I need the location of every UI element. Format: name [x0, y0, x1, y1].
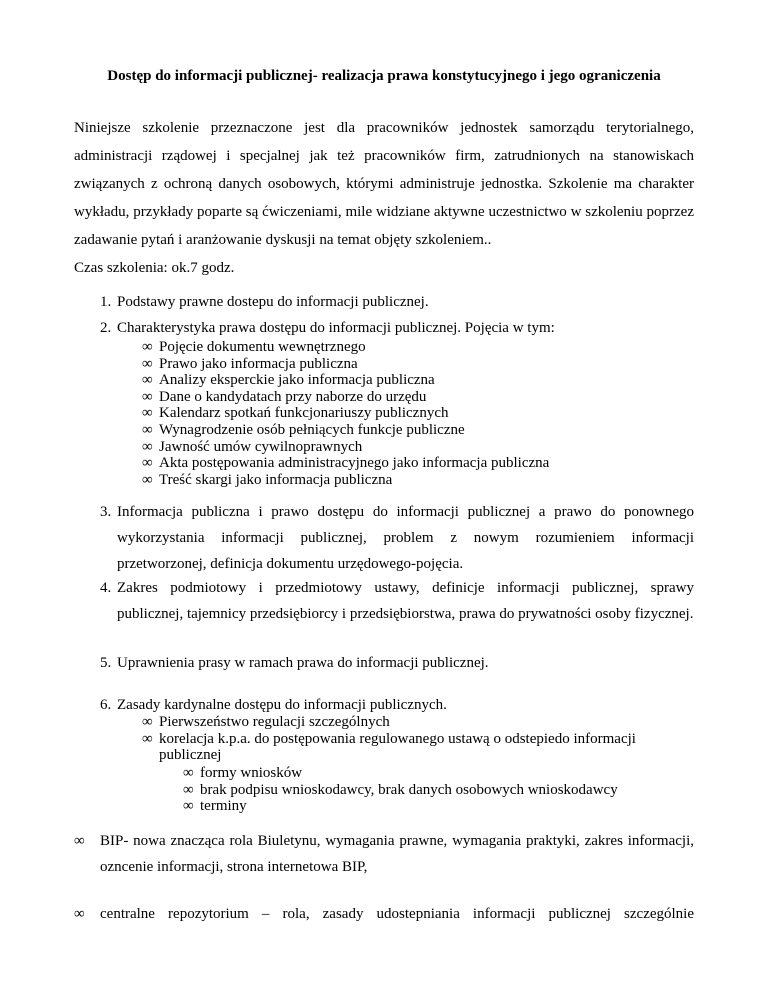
infinity-bullet-icon: ∞ — [183, 765, 194, 781]
infinity-bullet-icon: ∞ — [142, 372, 153, 389]
bullet-paragraph: ∞ BIP- nowa znacząca rola Biuletynu, wymagania prawne, wymagania praktyki, zakres informacji, ozncenie informacji, strona internetowa BIP, — [74, 828, 694, 880]
item-text: Informacja publiczna i prawo dostępu do informacji publicznej a prawo do ponownego wykorzystania informacji publicznej, problem z nowym rozumieniem informacji przetworzonej, definicja dokumentu urzędowego-pojęcia. — [117, 504, 694, 572]
item-number: 4. — [100, 580, 112, 596]
item-text: Podstawy prawne dostepu do informacji publicznej. — [117, 294, 429, 310]
item-number: 3. — [100, 504, 112, 520]
nested-sublist — [183, 765, 683, 815]
sublist-item: ∞ Prawo jako informacja publiczna — [142, 355, 358, 372]
document-title: Dostęp do informacji publicznej- realizacja prawa konstytucyjnego i jego ograniczenia — [107, 68, 661, 84]
infinity-bullet-icon: ∞ — [142, 339, 153, 355]
infinity-bullet-icon: ∞ — [183, 798, 194, 815]
sublist-item: ∞ Akta postępowania administracyjnego jako informacja publiczna — [142, 455, 550, 472]
item-number: 2. — [100, 320, 112, 336]
item-text: Zasady kardynalne dostępu do informacji publicznych. — [117, 697, 447, 713]
infinity-bullet-icon: ∞ — [142, 421, 153, 438]
sublist-item: ∞ Wynagrodzenie osób pełniących funkcje publiczne — [142, 421, 465, 438]
sublist — [142, 339, 682, 488]
item-number: 1. — [100, 294, 112, 310]
sublist-item: ∞ Treść skargi jako informacja publiczna — [142, 471, 393, 488]
infinity-bullet-icon: ∞ — [74, 906, 85, 922]
item-number: 6. — [100, 697, 112, 713]
list-item — [100, 499, 694, 577]
list-item — [100, 697, 694, 714]
item-number: 5. — [100, 655, 112, 671]
duration-text: Czas szkolenia: ok.7 godz. — [74, 260, 235, 276]
list-item — [100, 320, 694, 337]
list-item — [100, 655, 694, 672]
list-item — [100, 575, 694, 627]
sublist — [142, 714, 682, 764]
infinity-bullet-icon: ∞ — [142, 355, 153, 372]
sublist-item: ∞ Kalendarz spotkań funkcjonariuszy publicznych — [142, 405, 449, 422]
sublist-item: ∞ Dane o kandydatach przy naborze do urzędu — [142, 388, 427, 405]
sublist-item: ∞ Jawność umów cywilnoprawnych — [142, 438, 363, 455]
infinity-bullet-icon: ∞ — [142, 714, 153, 730]
sublist-item: ∞ brak podpisu wnioskodawcy, brak danych osobowych wnioskodawcy — [183, 781, 618, 798]
sublist-item: ∞ Analizy eksperckie jako informacja publiczna — [142, 372, 435, 389]
sublist-item: ∞ Pierwszeństwo regulacji szczególnych — [142, 714, 390, 730]
sublist-item: ∞ Pojęcie dokumentu wewnętrznego — [142, 339, 366, 355]
infinity-bullet-icon: ∞ — [142, 730, 153, 747]
infinity-bullet-icon: ∞ — [74, 833, 85, 849]
sublist-item: ∞ korelacja k.p.a. do postępowania regulowanego ustawą o odstepiedo informacji publicznej — [142, 730, 636, 764]
sublist-item: ∞ formy wniosków — [183, 765, 303, 781]
infinity-bullet-icon: ∞ — [142, 438, 153, 455]
intro-paragraph: Niniejsze szkolenie przeznaczone jest dla pracowników jednostek samorządu terytorialnego, administracji rządowej i specjalnej jak też pracowników firm, zatrudnionych na stanowiskach związanych z ochroną danych osobowych, którymi administruje jednostka. Szkolenie ma charakter wykładu, przykłady poparte są ćwiczeniami, mile widziane aktywne uczestnictwo w szkoleniu poprzez zadawanie pytań i aranżowanie dyskusji na temat objęty szkoleniem.. — [74, 120, 694, 248]
infinity-bullet-icon: ∞ — [142, 471, 153, 488]
item-text: Charakterystyka prawa dostępu do informacji publicznej. Pojęcia w tym: — [117, 320, 555, 336]
item-text: Uprawnienia prasy w ramach prawa do informacji publicznej. — [117, 655, 489, 671]
infinity-bullet-icon: ∞ — [142, 455, 153, 472]
sublist-item: ∞ terminy — [183, 798, 247, 815]
list-item — [100, 294, 694, 311]
infinity-bullet-icon: ∞ — [142, 405, 153, 422]
item-text: Zakres podmiotowy i przedmiotowy ustawy, definicje informacji publicznej, sprawy publicznej, tajemnicy przedsiębiorcy i przedsiębiorstwa, prawa do prywatności osoby fizycznej. — [117, 580, 694, 622]
infinity-bullet-icon: ∞ — [142, 388, 153, 405]
bullet-paragraph: ∞ centralne repozytorium – rola, zasady udostepniania informacji publicznej szczególnie — [74, 901, 694, 927]
infinity-bullet-icon: ∞ — [183, 781, 194, 798]
